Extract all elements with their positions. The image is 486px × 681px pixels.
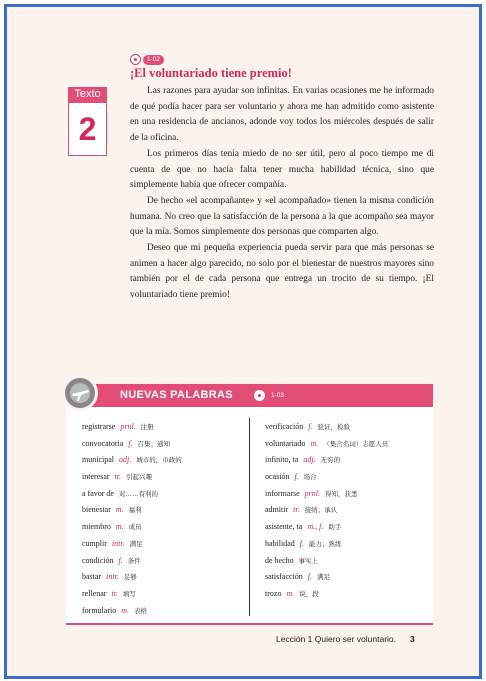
vocab-pos: f. xyxy=(307,572,312,582)
vocab-meaning: 能力；熟练 xyxy=(309,539,342,548)
vocab-meaning: 引起兴趣 xyxy=(126,473,152,482)
vocab-entry xyxy=(82,455,182,472)
vocab-meaning: 满足 xyxy=(129,539,143,548)
texto-number: 2 xyxy=(68,102,107,156)
paragraph: Los primeros días tenía miedo de no ser útil, pero al poco tiempo me di cuenta de que no hacía falta tener mucha habilidad técnica, sino que simplemente había que ofrecer compañía. xyxy=(130,148,434,191)
vocab-pos: m. xyxy=(310,438,319,448)
paragraph: Deseo que mi pequeña experiencia pueda servir para que más personas se animen a hacer algo parecido, no solo por el bienestar de nuestros mayores sino también por el de cada persona que entrega un trocito de su tiempo. ¡El voluntariado tiene premio! xyxy=(130,243,434,301)
audio-disc-icon xyxy=(130,54,141,65)
vocab-entry xyxy=(265,522,388,539)
vocab-pos: adj. xyxy=(119,455,132,465)
vocab-word: convocatoria xyxy=(82,438,124,448)
vocab-meaning: 填写 xyxy=(122,589,136,598)
vocab-word: infinito, ta xyxy=(265,455,299,465)
vocab-word: admitir xyxy=(265,505,289,515)
vocab-pos: tr. xyxy=(111,588,118,598)
paragraph: Las razones para ayudar son infinitas. En varias ocasiones me he informado de qué podía hacer para ser voluntario y ahora me han admitido como asistente en una residencia de ancianos, adonde voy todos los miércoles después de salir de la oficina. xyxy=(130,86,434,144)
vocab-pos: f. xyxy=(299,538,305,548)
page-number: 3 xyxy=(410,634,415,644)
vocab-meaning: 召集；通知 xyxy=(137,439,171,448)
paragraph: De hecho «el acompañante» y «el acompañado» tienen la misma condición humana. No creo que la satisfacción de la persona a la que acompaño sea mayor que la mía. Somos simplemente dos personas que comparten algo. xyxy=(130,195,434,238)
vocab-entry xyxy=(82,439,182,456)
audio-track-badge[interactable] xyxy=(130,54,164,65)
vocab-header xyxy=(90,384,433,407)
vocab-word: condición xyxy=(82,555,114,565)
vocab-entry xyxy=(265,472,388,489)
vocab-meaning: （集合名词）志愿人员 xyxy=(323,439,389,448)
vocab-word: verificación xyxy=(265,422,304,431)
plane-icon xyxy=(62,375,98,411)
audio-disc-icon xyxy=(254,390,265,401)
vocab-entry xyxy=(265,539,388,556)
page-footer xyxy=(276,634,415,644)
vocab-word: miembro xyxy=(82,522,111,532)
vocab-entry xyxy=(82,572,182,589)
reading-text xyxy=(130,84,434,304)
vocab-entry xyxy=(265,455,388,472)
vocab-pos: intr. xyxy=(106,572,119,582)
vocab-meaning: 验证，检验 xyxy=(317,423,350,431)
vocab-meaning: 条件 xyxy=(127,556,141,565)
vocab-word: informarse xyxy=(265,488,300,498)
vocab-entry xyxy=(82,489,182,506)
vocab-entry xyxy=(82,422,182,439)
column-divider xyxy=(249,418,250,616)
vocab-pos: prnl. xyxy=(120,422,136,431)
vocab-word: de hecho xyxy=(265,555,294,565)
vocab-word: trozo xyxy=(265,588,282,598)
vocab-meaning: 足够 xyxy=(123,573,137,582)
vocab-pos: m. xyxy=(115,505,124,515)
vocab-meaning: 对……有利的 xyxy=(118,489,158,498)
vocab-entry xyxy=(265,489,388,506)
lesson-title: Lección 1 Quiero ser voluntario. xyxy=(276,634,397,644)
vocab-entry xyxy=(82,606,182,623)
vocab-pos: m. xyxy=(286,588,295,598)
vocab-meaning: 表格 xyxy=(134,606,147,615)
vocab-pos: tr. xyxy=(293,505,300,515)
section-rule xyxy=(66,623,433,625)
vocab-meaning: 得知，获悉 xyxy=(325,489,358,498)
vocab-word: asistente, ta xyxy=(265,522,303,532)
vocab-entry xyxy=(265,589,388,606)
vocab-word: habilidad xyxy=(265,538,295,548)
vocab-word: ocasión xyxy=(265,472,290,482)
vocab-meaning: 注册 xyxy=(140,423,154,431)
vocab-word: municipal xyxy=(82,455,114,465)
vocab-meaning: 满足 xyxy=(317,573,330,582)
vocab-pos: m., f. xyxy=(307,522,324,532)
vocab-word: registrarse xyxy=(82,422,116,431)
vocab-entry xyxy=(82,556,182,573)
vocab-entry xyxy=(265,505,388,522)
vocab-entry xyxy=(265,422,388,439)
vocab-entry xyxy=(265,439,388,456)
vocab-word: bienestar xyxy=(82,505,111,515)
vocab-pos: intr. xyxy=(111,538,125,548)
vocab-heading: NUEVAS PALABRAS xyxy=(120,389,233,401)
vocab-pos: f. xyxy=(118,555,123,565)
vocab-meaning: 场合 xyxy=(303,473,317,482)
vocab-word: rellenar xyxy=(82,588,107,598)
vocab-meaning: 成员 xyxy=(128,523,142,532)
vocab-meaning: 块，段 xyxy=(299,589,319,598)
vocab-word: cumplir xyxy=(82,538,107,548)
vocab-pos: prnl. xyxy=(304,488,320,498)
vocab-word: voluntariado xyxy=(265,438,306,448)
vocab-entry xyxy=(82,505,182,522)
texto-label: Texto xyxy=(68,87,107,102)
vocab-pos: adj. xyxy=(303,455,316,465)
vocab-pos: f. xyxy=(308,422,313,431)
vocab-entry xyxy=(82,472,182,489)
vocab-pos: f. xyxy=(128,438,133,448)
vocab-pos: tr. xyxy=(114,472,121,482)
vocab-entry xyxy=(265,572,388,589)
vocab-meaning: 接纳；承认 xyxy=(304,506,338,515)
vocab-column-right xyxy=(265,422,388,606)
vocab-meaning: 无穷的 xyxy=(320,456,341,465)
vocab-entry xyxy=(82,589,182,606)
audio-track-code: 1-02 xyxy=(143,55,164,65)
vocab-meaning: 助手 xyxy=(328,523,342,532)
vocab-meaning: 福利 xyxy=(128,506,142,515)
audio-track-code: 1-03 xyxy=(267,391,288,401)
vocab-entry xyxy=(82,522,182,539)
vocab-word: formulario xyxy=(82,605,117,615)
text-title: ¡El voluntariado tiene premio! xyxy=(130,66,292,80)
vocab-pos: f. xyxy=(294,472,299,482)
vocab-word: interesar xyxy=(82,472,110,482)
vocab-audio-badge[interactable] xyxy=(254,390,288,401)
vocab-pos: m. xyxy=(115,522,124,532)
vocab-meaning: 事实上 xyxy=(298,556,319,565)
vocab-pos: m. xyxy=(121,605,129,615)
vocab-word: satisfacción xyxy=(265,572,303,582)
vocab-word: a favor de xyxy=(82,488,114,498)
vocab-column-left xyxy=(82,422,182,622)
vocab-entry xyxy=(265,556,388,573)
vocab-word: bastar xyxy=(82,572,102,582)
vocab-meaning: 城市的，市政的 xyxy=(136,456,182,465)
vocab-entry xyxy=(82,539,182,556)
